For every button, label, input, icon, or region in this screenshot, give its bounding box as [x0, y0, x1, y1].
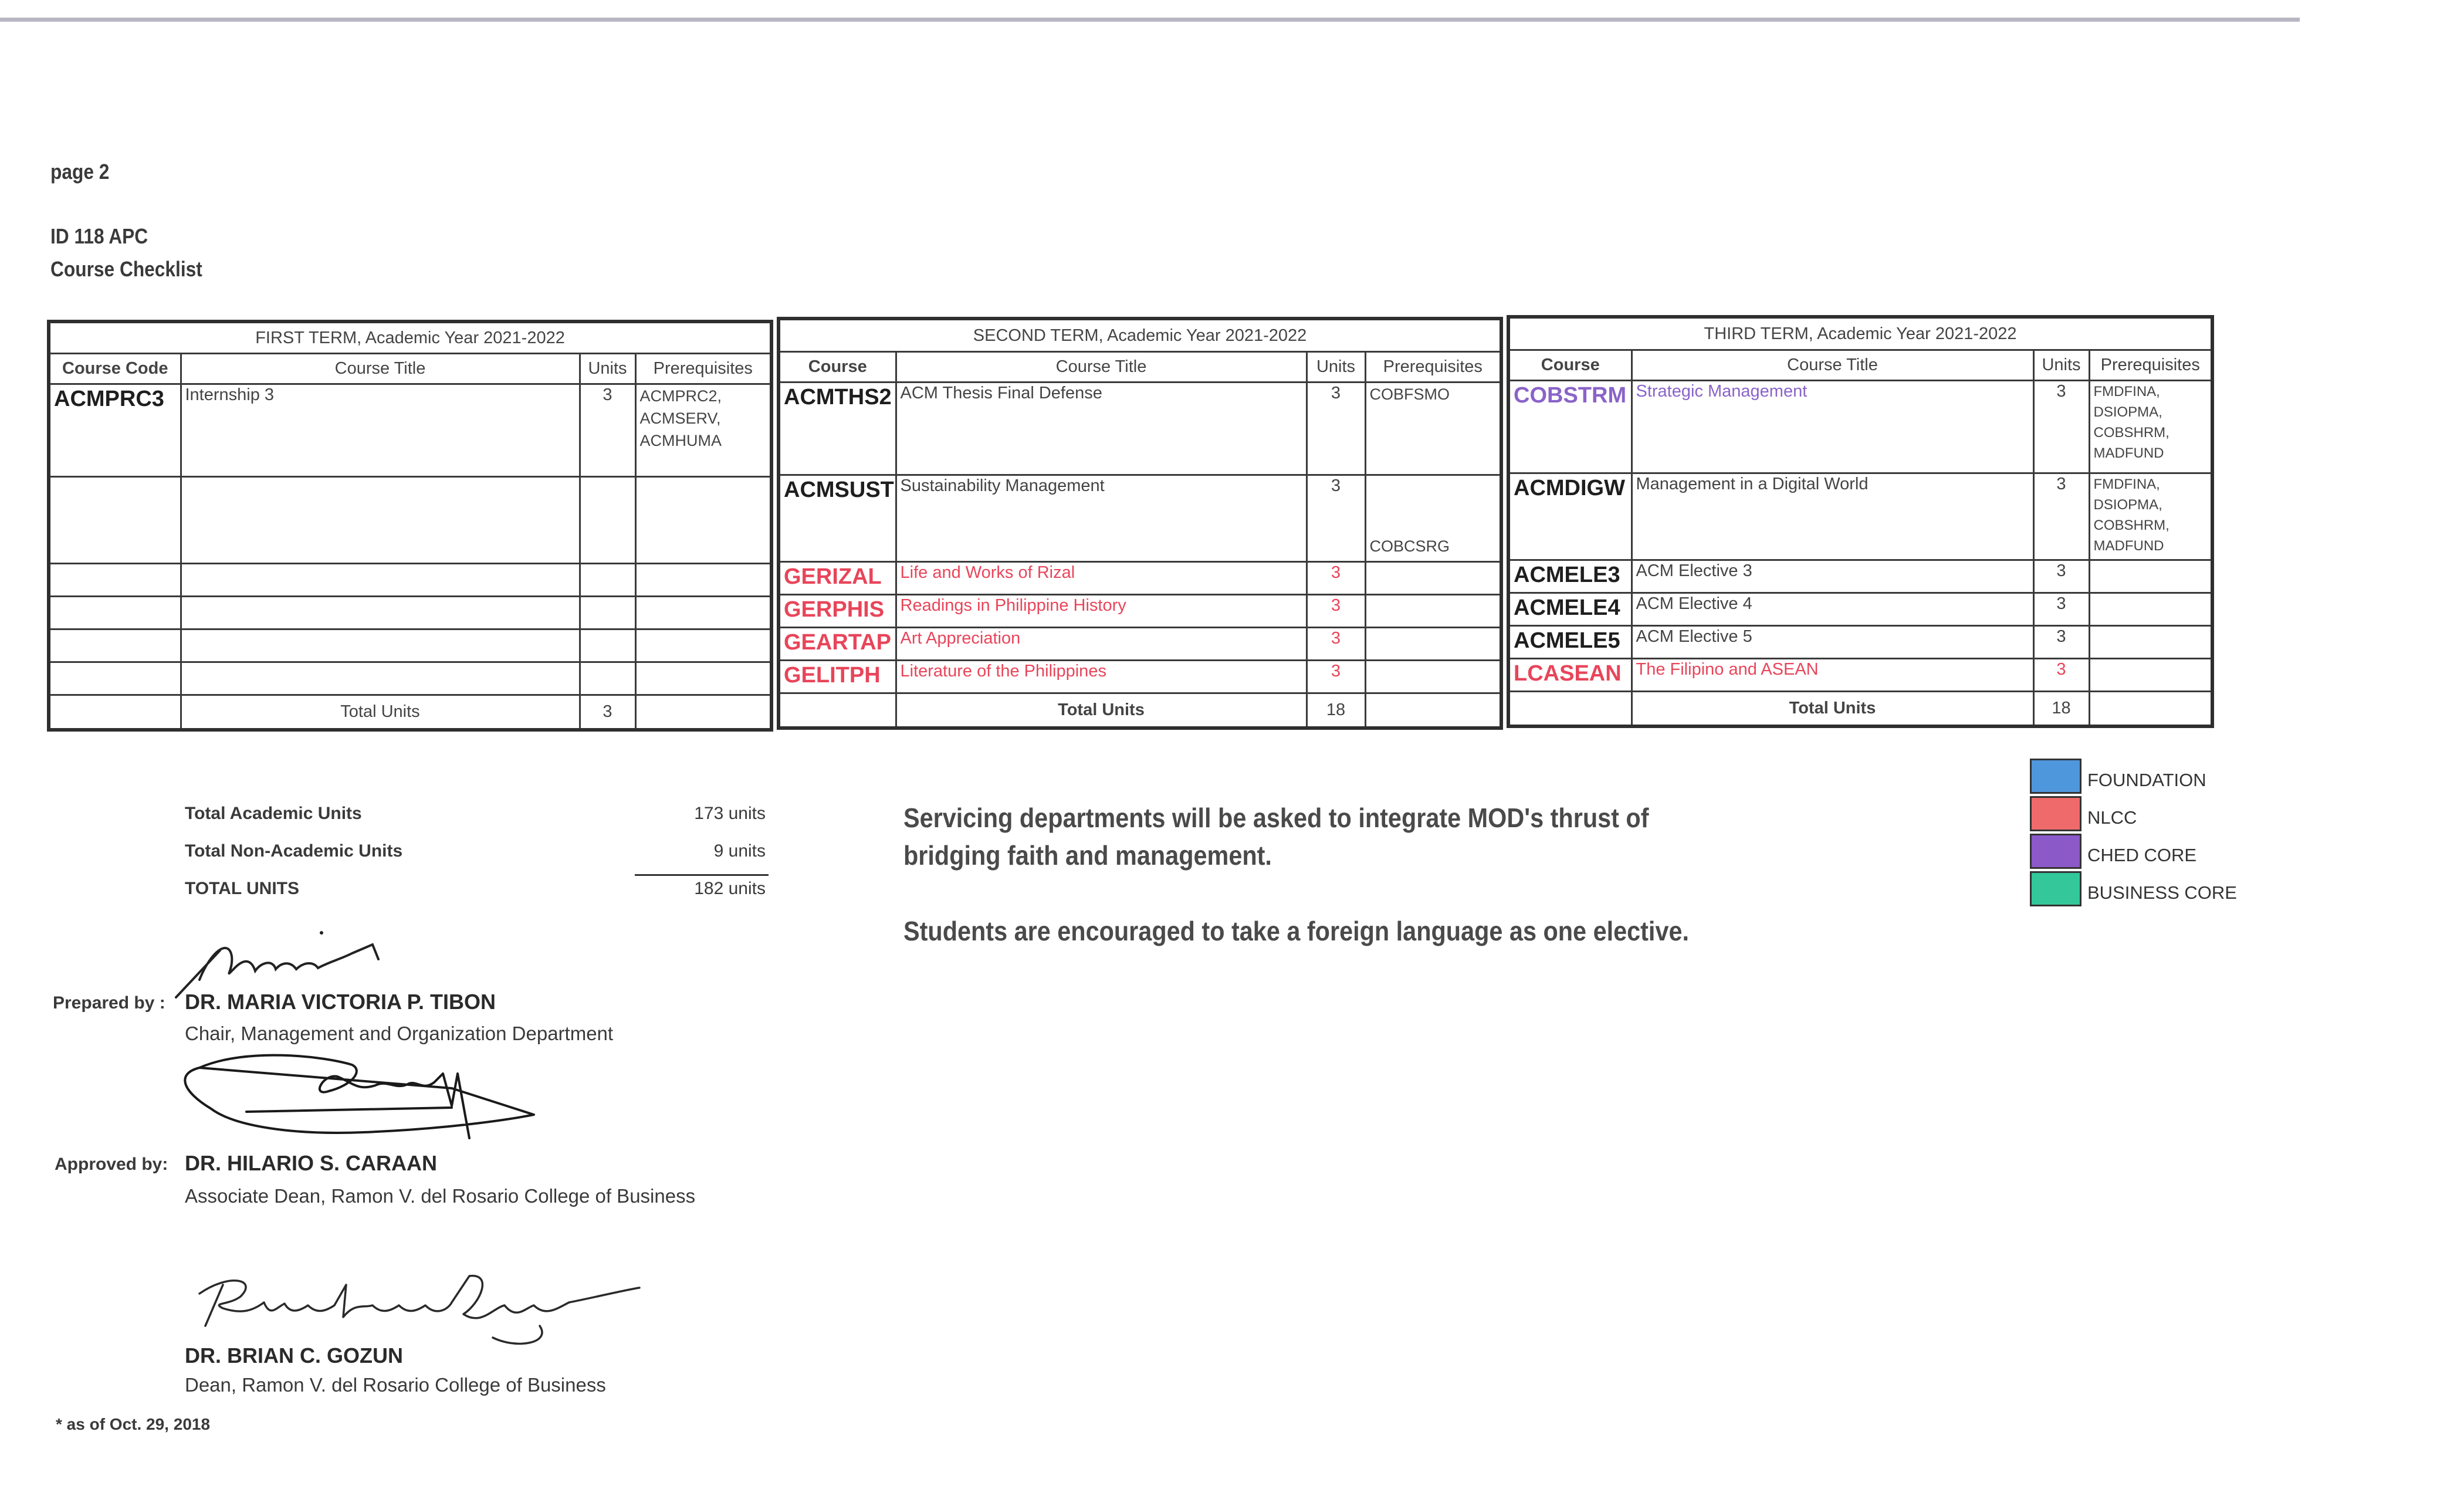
footnote: * as of Oct. 29, 2018 [56, 1415, 211, 1433]
second-term-table [777, 317, 1503, 730]
col-header-code: Course [779, 351, 896, 382]
legend-label: FOUNDATION [2087, 770, 2206, 790]
course-title: Life and Works of Rizal [896, 561, 1307, 594]
course-code: ACMPRC3 [49, 384, 181, 476]
document-title: Course Checklist [50, 257, 202, 281]
course-prereq [1365, 594, 1501, 627]
course-prereq: COBFSMO [1365, 382, 1501, 475]
course-title: Art Appreciation [896, 627, 1307, 660]
course-code: GERIZAL [779, 561, 896, 594]
course-prereq: FMDFINA, DSIOPMA, COBSHRM, MADFUND [2089, 473, 2212, 560]
course-title: ACM Elective 5 [1632, 625, 2033, 658]
col-header-code: Course [1508, 350, 1632, 380]
approved-by-label: Approved by: [55, 1155, 168, 1174]
summary-label: Total Non-Academic Units [185, 841, 403, 861]
course-prereq [2089, 625, 2212, 658]
col-header-title: Course Title [1632, 350, 2033, 380]
table-row [49, 629, 771, 662]
signatory-position: Chair, Management and Organization Department [185, 1023, 614, 1044]
total-units: 18 [2033, 691, 2089, 726]
course-title: ACM Elective 3 [1632, 560, 2033, 593]
table-row [1508, 380, 2212, 473]
course-units: 3 [2033, 625, 2089, 658]
col-header-code: Course Code [49, 353, 181, 384]
col-header-units: Units [1307, 351, 1365, 382]
total-label: Total Units [896, 693, 1307, 728]
total-label: Total Units [1632, 691, 2033, 726]
term-title: SECOND TERM, Academic Year 2021-2022 [779, 319, 1501, 351]
table-row [779, 627, 1501, 660]
course-code: GEARTAP [779, 627, 896, 660]
legend-label: NLCC [2087, 807, 2137, 828]
first-term-table [47, 320, 773, 732]
signatory-name: DR. HILARIO S. CARAAN [185, 1151, 437, 1175]
course-code: ACMSUST [779, 475, 896, 561]
table-row [49, 662, 771, 695]
col-header-title: Course Title [896, 351, 1307, 382]
summary-value: 182 units [694, 879, 766, 898]
signatory-name: DR. BRIAN C. GOZUN [185, 1343, 403, 1368]
course-prereq: COBCSRG [1365, 475, 1501, 561]
course-code: ACMDIGW [1508, 473, 1632, 560]
summary-value: 173 units [694, 804, 766, 823]
total-row [779, 693, 1501, 728]
total-units: 18 [1307, 693, 1365, 728]
course-prereq: ACMPRC2, ACMSERV, ACMHUMA [635, 384, 771, 476]
table-row [779, 382, 1501, 475]
course-title: ACM Thesis Final Defense [896, 382, 1307, 475]
total-label: Total Units [181, 695, 580, 730]
legend-label: BUSINESS CORE [2087, 882, 2237, 903]
course-title: The Filipino and ASEAN [1632, 658, 2033, 691]
course-units: 3 [1307, 382, 1365, 475]
course-units: 3 [2033, 593, 2089, 625]
term-title: THIRD TERM, Academic Year 2021-2022 [1508, 317, 2212, 350]
course-units: 3 [1307, 475, 1365, 561]
summary-rule [635, 874, 769, 876]
course-units: 3 [2033, 658, 2089, 691]
page-label: page 2 [50, 160, 110, 184]
legend-label: CHED CORE [2087, 845, 2197, 865]
course-prereq [1365, 561, 1501, 594]
course-units: 3 [1307, 627, 1365, 660]
course-title: Literature of the Philippines [896, 660, 1307, 693]
course-prereq [1365, 660, 1501, 693]
col-header-title: Course Title [181, 353, 580, 384]
table-row [779, 561, 1501, 594]
table-row [1508, 473, 2212, 560]
table-row [779, 660, 1501, 693]
summary-label: Total Academic Units [185, 804, 362, 823]
legend-swatch-ched-core [2030, 834, 2081, 869]
note-foreign-language: Students are encouraged to take a foreign language as one elective. [903, 916, 1690, 946]
prepared-by-label: Prepared by : [53, 993, 165, 1013]
course-prereq [2089, 593, 2212, 625]
course-prereq [1365, 627, 1501, 660]
course-code: ACMELE4 [1508, 593, 1632, 625]
course-code: ACMELE3 [1508, 560, 1632, 593]
term-title: FIRST TERM, Academic Year 2021-2022 [49, 321, 771, 353]
col-header-prereq: Prerequisites [1365, 351, 1501, 382]
table-row [1508, 625, 2212, 658]
table-row [49, 476, 771, 563]
col-header-units: Units [580, 353, 635, 384]
course-prereq [2089, 560, 2212, 593]
table-row [779, 594, 1501, 627]
table-row [49, 596, 771, 629]
course-units: 3 [2033, 560, 2089, 593]
total-units: 3 [580, 695, 635, 730]
legend-swatch-foundation [2030, 759, 2081, 794]
course-prereq [2089, 658, 2212, 691]
signatory-name: DR. MARIA VICTORIA P. TIBON [185, 990, 496, 1014]
course-units: 3 [1307, 660, 1365, 693]
course-prereq: FMDFINA, DSIOPMA, COBSHRM, MADFUND [2089, 380, 2212, 473]
total-row [49, 695, 771, 730]
col-header-prereq: Prerequisites [635, 353, 771, 384]
course-title: Strategic Management [1632, 380, 2033, 473]
course-code: GERPHIS [779, 594, 896, 627]
table-row [779, 475, 1501, 561]
course-title: Management in a Digital World [1632, 473, 2033, 560]
course-title: Readings in Philippine History [896, 594, 1307, 627]
document-id: ID 118 APC [50, 224, 148, 248]
col-header-units: Units [2033, 350, 2089, 380]
course-code: LCASEAN [1508, 658, 1632, 691]
signature-gozun [188, 1261, 645, 1355]
course-code: COBSTRM [1508, 380, 1632, 473]
course-units: 3 [2033, 380, 2089, 473]
table-row [49, 384, 771, 476]
course-title: Internship 3 [181, 384, 580, 476]
table-row [49, 563, 771, 596]
table-row [1508, 593, 2212, 625]
course-units: 3 [1307, 594, 1365, 627]
table-row [1508, 658, 2212, 691]
third-term-table [1507, 315, 2214, 728]
course-code: ACMELE5 [1508, 625, 1632, 658]
signatory-position: Dean, Ramon V. del Rosario College of Business [185, 1374, 606, 1396]
legend-swatch-nlcc [2030, 796, 2081, 831]
legend-swatch-business-core [2030, 871, 2081, 906]
course-units: 3 [2033, 473, 2089, 560]
signatory-position: Associate Dean, Ramon V. del Rosario College of Business [185, 1185, 696, 1207]
course-units: 3 [580, 384, 635, 476]
course-units: 3 [1307, 561, 1365, 594]
total-row [1508, 691, 2212, 726]
summary-value: 9 units [713, 841, 766, 861]
note-integration: Servicing departments will be asked to integrate MOD's thrust of bridging faith and management. [903, 803, 1649, 871]
course-code: ACMTHS2 [779, 382, 896, 475]
course-title: ACM Elective 4 [1632, 593, 2033, 625]
top-rule [0, 18, 2300, 22]
table-row [1508, 560, 2212, 593]
summary-label: TOTAL UNITS [185, 879, 299, 898]
course-title: Sustainability Management [896, 475, 1307, 561]
course-code: GELITPH [779, 660, 896, 693]
col-header-prereq: Prerequisites [2089, 350, 2212, 380]
